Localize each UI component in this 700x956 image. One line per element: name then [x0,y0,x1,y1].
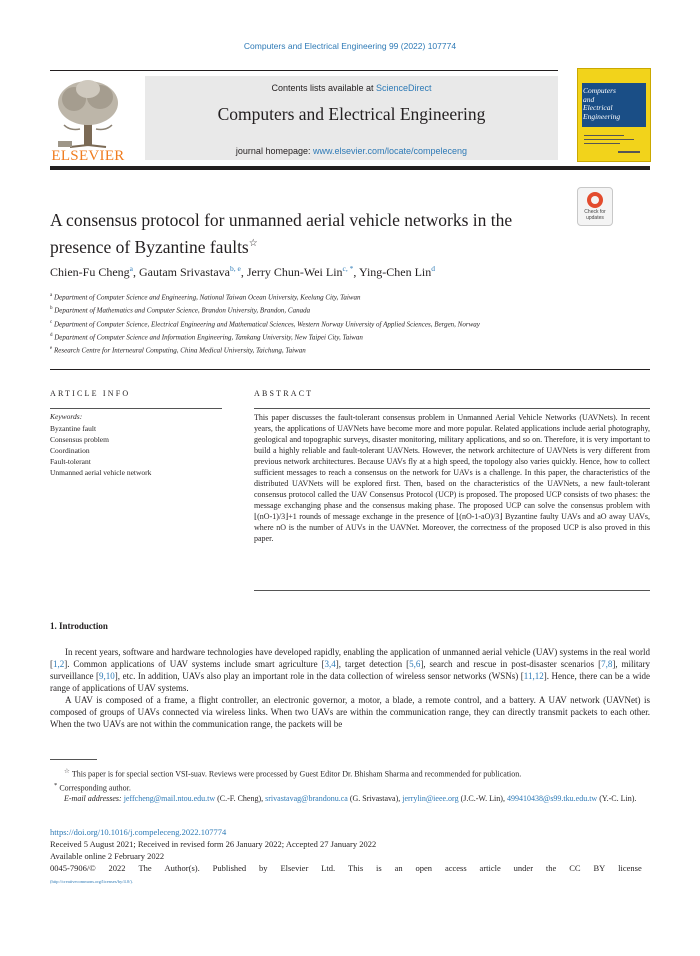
author-name[interactable]: Ying-Chen Lin [358,265,432,279]
keyword-list [50,423,151,478]
author-list: Chien-Fu Cheng$^a$, Gautam Srivastava$^{b, e}$, Jerry Chun-Wei Lin$^{c, *}$, Ying-Chen Lin$^d$ [50,264,436,279]
abstract-text: This paper discusses the fault-tolerant consensus problem in Unmanned Aerial Vehicle Networks (UAVNets). In recent years, the applications of UAVNets have become more and more popular. Related applications include aerial photography, geological and topographic surveys, disaster monitoring, military applications, and so on. Therefore, it is very important to build a highly reliable and fault-tolerant UAVNets. However, the network architecture of UAVNets is very different from previous network architectures. Because UAVs fly at a high speed, the topology also varies quickly. Hence, how to collect sufficient messages to reach a consensus on the network for UAVs is a challenge. In this paper, the characteristics of the distributed UAVNets will be explored first. Then, based on the characteristics of the UAVNets, a new fault-tolerant consensus protocol called the UAV Consensus Protocol (UCP) is proposed. The proposed UCP consists of two phases: the message exchanging phase and the consensus making phase. The proposed UCP can solve the consensus problem with ⌊(nO-1)/3⌋+1 rounds of message exchange in the presence of ⌊(nO-1-aO)/3⌋ Byzantine faulty UAVs and aO away UAVs, where nO is the number of AUVs in the UAVNet. Moreover, the correctness of the proposed UCP is also proved in this paper. [254,413,650,543]
license-word: Ltd. [321,863,336,873]
masthead-top-rule [50,70,558,71]
affiliation: $^b$ Department of Mathematics and Computer Science, Brandon University, Brandon, Canada [50,306,311,315]
section-heading-introduction: 1. Introduction [50,621,108,631]
license-word: Elsevier [280,863,309,873]
author-affil-mark[interactable]: c, * [342,264,354,273]
footnote: ☆ This paper is for special section VSI-suav. Reviews were processed by Guest Editor Dr. Bhisham Sharma and recommended for publication. [64,768,522,779]
keyword: Fault-tolerant [50,457,91,466]
author-affil-mark[interactable]: b, e [230,264,241,273]
doi-link[interactable]: https://doi.org/10.1016/j.compeleceng.2022.107774 [50,827,227,837]
author-affil-mark[interactable]: a [129,264,134,273]
journal-reference[interactable]: Computers and Electrical Engineering 99 (2022) 107774 [243,41,457,51]
footnote-rule [50,759,97,760]
elsevier-wordmark: ELSEVIER [51,148,125,164]
article-info-rule [50,408,222,409]
bookmark-icon [587,192,603,208]
introduction-body [50,646,650,730]
abstract-bottom-rule [254,590,650,591]
header-divider [50,369,650,370]
affiliation: $^a$ Department of Computer Science and Engineering, National Taiwan Ocean University, Keelung City, Taiwan [50,293,361,302]
sciencedirect-link[interactable]: ScienceDirect [376,83,432,93]
journal-homepage: journal homepage: www.elsevier.com/locate/compeleceng [235,146,468,156]
author-name[interactable]: Gautam Srivastava [139,265,230,279]
license-statement [50,862,642,874]
contents-line: Contents lists available at ScienceDirect [271,83,432,93]
citation-link[interactable]: 11,12 [523,671,544,681]
keyword: Consensus problem [50,435,109,444]
publication-info [50,826,650,886]
citation-link[interactable]: 7,8 [601,659,613,669]
author-name[interactable]: Chien-Fu Cheng [50,265,130,279]
license-word: the [545,863,557,873]
cover-decoration [584,139,634,140]
email-link[interactable]: jeffcheng@mail.ntou.edu.tw [123,794,216,804]
affiliation: $^c$ Department of Computer Science, Electrical Engineering and Mathematical Sciences, Western Norway University of Applied Sciences, Bergen, Norway [50,319,480,328]
title-footnote-mark[interactable]: ☆ [248,238,258,249]
cover-decoration [584,135,624,136]
license-word: 0045-7906/© [50,863,96,873]
email-link[interactable]: 499410438@s99.tku.edu.tw [506,794,598,804]
journal-title: Computers and Electrical Engineering [217,104,486,124]
footnote-emails: E-mail addresses: jeffcheng@mail.ntou.edu.tw (C.-F. Cheng), srivastavag@brandonu.ca (G. Srivastava), jerrylin@ieee.org (J.C.-W. Lin), 499410438@s99.tku.edu.tw (Y.-C. Lin). [64,794,637,804]
masthead-bottom-rule [50,166,650,170]
abstract-rule [254,408,650,409]
paper-title: A consensus protocol for unmanned aerial vehicle networks in the presence of Byzantine faults☆ [50,210,513,257]
keyword: Coordination [50,446,90,455]
license-word: article [479,863,501,873]
license-link[interactable]: (http://creativecommons.org/licenses/by/4.0/). [50,879,134,884]
email-link[interactable]: jerrylin@ieee.org [402,794,459,804]
journal-cover-thumbnail[interactable] [577,68,651,162]
license-word: Author(s). [164,863,200,873]
article-info-heading: ARTICLE INFO [50,389,131,398]
citation-link[interactable]: 5,6 [409,659,421,669]
license-word: BY [593,863,606,873]
received-dates: Received 5 August 2021; Received in revised form 26 January 2022; Accepted 27 January 2022 [50,839,377,849]
keyword: Unmanned aerial vehicle network [50,468,152,477]
keywords-label: Keywords: [50,412,83,421]
affiliation-list [50,290,570,357]
paragraph: A UAV is composed of a frame, a flight controller, an electronic governor, a motor, a blade, a remote control, and a battery. A UAV network (UAVNet) is composed of groups of UAVs connected via wireless links. When two UAVs are within the communication range, they can directly transmit packets to each other. When the two UAVs are not within the communication range, the packets will be [50,695,650,729]
license-word: Published [212,863,247,873]
cover-decoration [584,143,620,144]
license-word: license [618,863,642,873]
author-affil-mark[interactable]: d [431,264,436,273]
affiliation: $^e$ Research Centre for Interneural Computing, China Medical University, Taichung, Taiwan [50,346,306,355]
license-word: The [138,863,152,873]
email-link[interactable]: srivastavag@brandonu.ca [265,794,348,804]
keyword: Byzantine fault [50,424,97,433]
author-name[interactable]: Jerry Chun-Wei Lin [246,265,343,279]
citation-link[interactable]: 1,2 [53,659,65,669]
cover-decoration [618,151,640,153]
journal-homepage-link[interactable]: www.elsevier.com/locate/compeleceng [312,146,468,156]
citation-link[interactable]: 3,4 [324,659,336,669]
check-for-updates-button[interactable]: Check for updates [577,187,613,226]
footnote: * Corresponding author. [54,781,131,793]
license-word: by [259,863,268,873]
citation-link[interactable]: 9,10 [99,671,115,681]
license-word: open [415,863,433,873]
license-word: is [376,863,382,873]
license-word: CC [569,863,581,873]
license-word: access [444,863,467,873]
online-date: Available online 2 February 2022 [50,851,165,861]
license-word: an [394,863,403,873]
cover-title: Computers and Electrical Engineering [583,86,621,121]
affiliation: $^d$ Department of Computer Science and Information Engineering, Tamkang University, New Taipei City, Taiwan [50,332,363,342]
license-word: This [348,863,364,873]
paragraph: In recent years, software and hardware technologies have developed rapidly, enabling the application of unmanned aerial vehicle (UAV) systems in the real world [1,2]. Common applications of UAV systems include smart agriculture [3,4], target detection [5,6], search and rescue in post-disaster scenarios [7,8], military surveillance [9,10], etc. In addition, UAVs also play an important role in the data collection of wireless sensor networks (WSNs) [11,12]. Hence, there can be a wide range of applications of UAV systems. [50,647,650,693]
license-word: under [513,863,534,873]
license-word: 2022 [108,863,126,873]
journal-masthead [145,76,558,160]
abstract-heading: ABSTRACT [254,389,314,398]
footnotes [50,766,650,804]
